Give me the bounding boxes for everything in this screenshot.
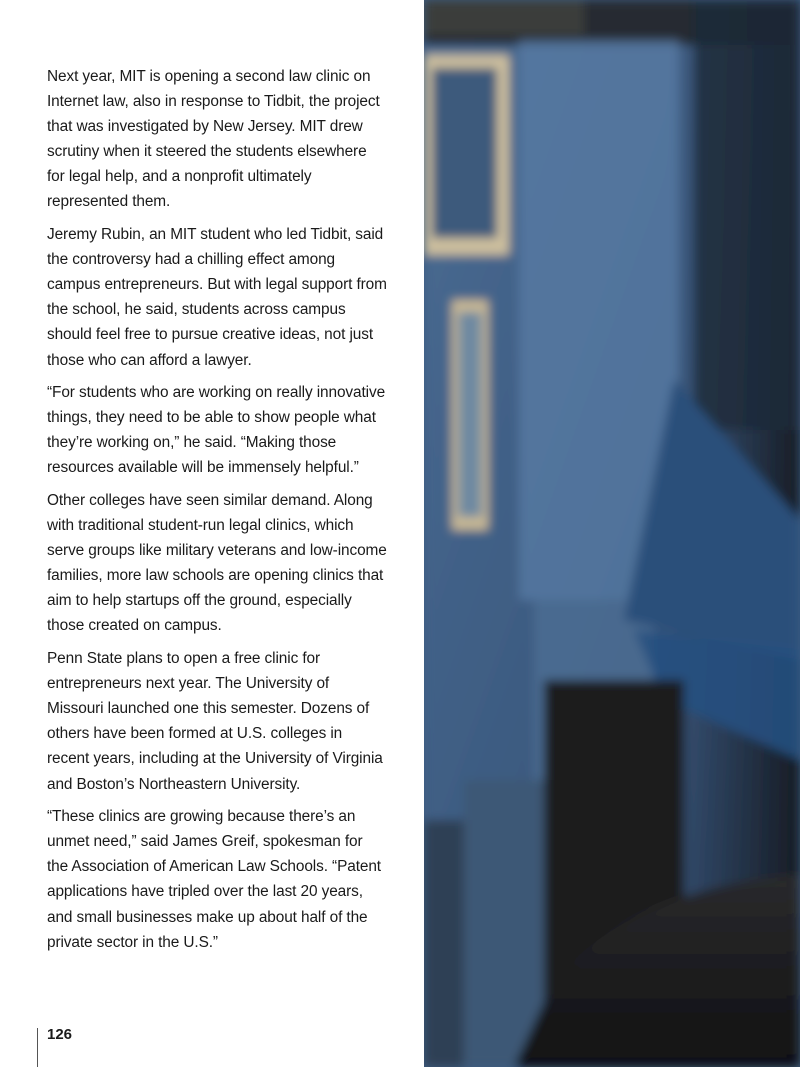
paragraph-4: Other colleges have seen similar demand. Along with traditional student-run legal clinics, which serve groups like military veterans and low-income families, more law schools are opening clinics that aim to help startups off the ground, especially those created on campus. [47,492,387,635]
page-number: 126 [47,1026,73,1043]
paragraph-6: “These clinics are growing because there’s an unmet need,” said James Greif, spokesman for the Association of American Law Schools. “Patent applications have tripled over the last 20 years, and small businesses make up about half of the private sector in the U.S.” [47,808,381,951]
photo-illustration [424,0,800,1067]
article-body [47,64,387,962]
paragraph-1: Next year, MIT is opening a second law clinic on Internet law, also in response to Tidbit, the project that was investigated by New Jersey. MIT drew scrutiny when it steered the students elsewhere for legal help, and a nonprofit ultimately represented them. [47,68,380,211]
page-number-rule [37,1028,38,1067]
photo-building-blurred [424,0,800,1067]
paragraph-5: Penn State plans to open a free clinic for entrepreneurs next year. The University of Missouri launched one this semester. Dozens of others have been formed at U.S. colleges in recent years, including at the University of Virginia and Boston’s Northeastern University. [47,650,383,793]
paragraph-2: Jeremy Rubin, an MIT student who led Tidbit, said the controversy had a chilling effect among campus entrepreneurs. But with legal support from the school, he said, students across campus should feel free to pursue creative ideas, not just those who can afford a lawyer. [47,226,387,369]
paragraph-3: “For students who are working on really innovative things, they need to be able to show people what they’re working on,” he said. “Making those resources available will be immensely helpful.” [47,384,386,477]
